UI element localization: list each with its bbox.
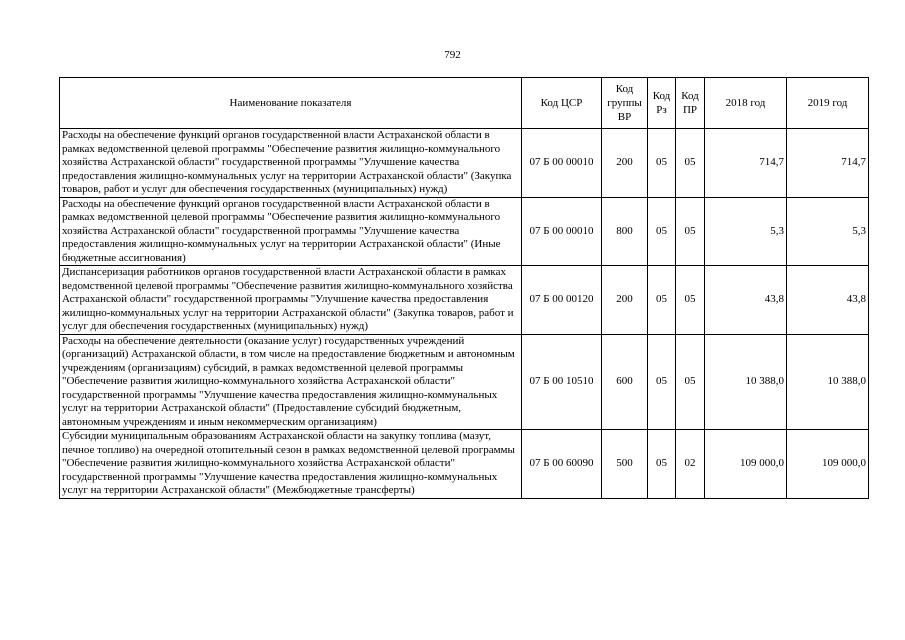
row-name: Субсидии муниципальным образованиям Астраханской области на закупку топлива (мазут, печное топливо) на очередной отопительный сезон в рамках ведомственной целевой программы "Обеспечение развития жилищно-коммунального хозяйства Астраханской области" государственной программы "Улучшение качества предоставления жилищно-коммунальных услуг на территории Астраханской области" (Межбюджетные трансферты) [60,430,522,499]
row-csr: 07 Б 00 60090 [522,430,602,499]
header-pr: Код ПР [676,78,705,129]
row-vr: 600 [602,334,648,430]
row-2019: 109 000,0 [787,430,869,499]
table-row [60,430,869,499]
row-2018: 714,7 [705,129,787,198]
row-vr: 200 [602,266,648,335]
row-2018: 5,3 [705,197,787,266]
row-name: Диспансеризация работников органов государственной власти Астраханской области в рамках ведомственной целевой программы "Обеспечение развития жилищно-коммунального хозяйства Астраханской области" государственной программы "Улучшение качества предоставления жилищно-коммунальных услуг на территории Астраханской области" (Закупка товаров, работ и услуг для обеспечения государственных (муниципальных) нужд) [60,266,522,335]
row-csr: 07 Б 00 10510 [522,334,602,430]
header-name: Наименование показателя [60,78,522,129]
row-pr: 05 [676,197,705,266]
row-rz: 05 [648,129,676,198]
table-row [60,266,869,335]
header-csr: Код ЦСР [522,78,602,129]
row-vr: 800 [602,197,648,266]
row-rz: 05 [648,266,676,335]
row-vr: 200 [602,129,648,198]
row-2019: 10 388,0 [787,334,869,430]
row-csr: 07 Б 00 00010 [522,129,602,198]
table-row [60,197,869,266]
row-csr: 07 Б 00 00120 [522,266,602,335]
page-number: 792 [444,49,461,61]
row-csr: 07 Б 00 00010 [522,197,602,266]
row-pr: 05 [676,129,705,198]
row-pr: 02 [676,430,705,499]
row-2019: 714,7 [787,129,869,198]
table-row [60,334,869,430]
header-2019: 2019 год [787,78,869,129]
header-rz: Код Рз [648,78,676,129]
row-pr: 05 [676,266,705,335]
row-2018: 109 000,0 [705,430,787,499]
row-rz: 05 [648,430,676,499]
row-2019: 5,3 [787,197,869,266]
row-2019: 43,8 [787,266,869,335]
header-vr: Код группы ВР [602,78,648,129]
row-vr: 500 [602,430,648,499]
row-name: Расходы на обеспечение функций органов государственной власти Астраханской области в рамках ведомственной целевой программы "Обеспечение развития жилищно-коммунального хозяйства Астраханской области" государственной программы "Улучшение качества предоставления жилищно-коммунальных услуг на территории Астраханской области" (Закупка товаров, работ и услуг для обеспечения государственных (муниципальных) нужд) [60,129,522,198]
row-rz: 05 [648,334,676,430]
row-name: Расходы на обеспечение деятельности (оказание услуг) государственных учреждений (организаций) Астраханской области, в том числе на предоставление бюджетным и автономным учреждениям (организациям) субсидий, в рамках ведомственной целевой программы "Обеспечение развития жилищно-коммунального хозяйства Астраханской области" государственной программы "Улучшение качества предоставления жилищно-коммунальных услуг на территории Астраханской области" (Предоставление субсидий бюджетным, автономным учреждениям и иным некоммерческим организациям) [60,334,522,430]
row-2018: 43,8 [705,266,787,335]
row-rz: 05 [648,197,676,266]
header-2018: 2018 год [705,78,787,129]
budget-table [59,77,869,499]
table-row [60,129,869,198]
row-name: Расходы на обеспечение функций органов государственной власти Астраханской области в рамках ведомственной целевой программы "Обеспечение развития жилищно-коммунального хозяйства Астраханской области" государственной программы "Улучшение качества предоставления жилищно-коммунальных услуг на территории Астраханской области" (Иные бюджетные ассигнования) [60,197,522,266]
row-pr: 05 [676,334,705,430]
row-2018: 10 388,0 [705,334,787,430]
table-header-row [60,78,869,129]
